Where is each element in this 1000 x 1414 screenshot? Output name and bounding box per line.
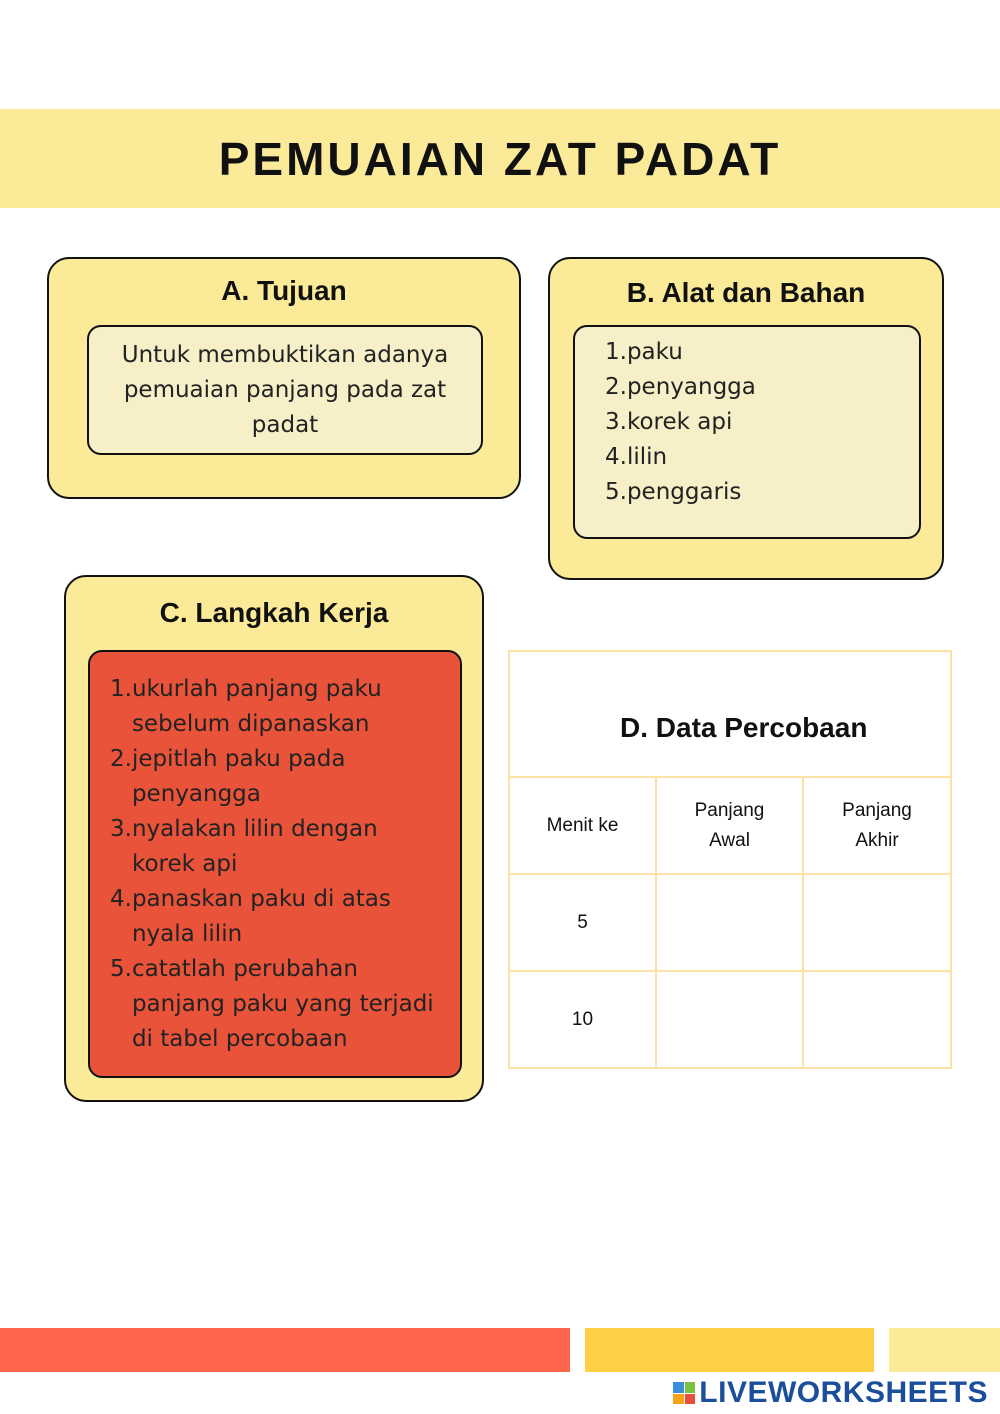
langkah-line: jepitlah paku pada — [131, 746, 346, 772]
langkah-line: panjang paku yang terjadi — [131, 991, 434, 1017]
cell-menit: 10 — [509, 971, 656, 1068]
header-line: Akhir — [855, 829, 899, 851]
langkah-item — [110, 812, 450, 882]
langkah-item — [110, 882, 450, 952]
langkah-item-text — [132, 952, 450, 1057]
langkah-line: sebelum dipanaskan — [131, 711, 370, 737]
langkah-card — [64, 575, 484, 1102]
footer-bar-red — [0, 1328, 570, 1372]
cell-panjang-akhir[interactable] — [803, 971, 951, 1068]
langkah-line: catatlah perubahan — [131, 956, 358, 982]
langkah-line: korek api — [131, 851, 238, 877]
alat-item — [605, 370, 919, 405]
alat-item — [605, 405, 919, 440]
langkah-item — [110, 742, 450, 812]
langkah-item-number: 4. — [110, 886, 132, 912]
table-header-row — [509, 777, 951, 874]
alat-item-number: 2. — [605, 374, 627, 400]
footer-bar-yellow — [889, 1328, 1000, 1372]
langkah-item — [110, 952, 450, 1057]
langkah-line: penyangga — [131, 781, 261, 807]
table-row — [509, 874, 951, 971]
alat-item-number: 3. — [605, 409, 627, 435]
alat-item — [605, 440, 919, 475]
tujuan-text — [89, 338, 481, 443]
alat-item — [605, 475, 919, 510]
alat-item-label: lilin — [626, 444, 668, 470]
langkah-item-text — [132, 742, 450, 812]
langkah-item-number: 2. — [110, 746, 132, 772]
langkah-item-number: 1. — [110, 676, 132, 702]
cell-panjang-awal[interactable] — [656, 874, 803, 971]
header-panjang-akhir — [803, 777, 951, 874]
langkah-line: nyala lilin — [131, 921, 243, 947]
header-line: Awal — [709, 829, 750, 851]
alat-item-number: 1. — [605, 339, 627, 365]
footer-bar-orange — [585, 1328, 874, 1372]
liveworksheets-brand — [673, 1376, 988, 1410]
tujuan-text-line: padat — [251, 412, 319, 438]
langkah-heading: C. Langkah Kerja — [159, 597, 389, 628]
header-menit: Menit ke — [509, 777, 656, 874]
alat-item-label: penggaris — [626, 479, 742, 505]
tujuan-heading: A. Tujuan — [221, 275, 347, 306]
langkah-item-text — [132, 672, 450, 742]
alat-list — [605, 335, 919, 510]
alat-item-number: 5. — [605, 479, 627, 505]
langkah-list — [110, 672, 450, 1057]
alat-item-number: 4. — [605, 444, 627, 470]
header-line: Panjang — [694, 799, 765, 821]
title-banner — [0, 109, 1000, 208]
tujuan-text-line: Untuk membuktikan adanya — [121, 342, 449, 368]
data-heading: D. Data Percobaan — [509, 651, 951, 777]
tujuan-box — [87, 325, 483, 455]
tujuan-text-line: pemuaian panjang pada zat — [123, 377, 447, 403]
header-panjang-awal — [656, 777, 803, 874]
alat-heading: B. Alat dan Bahan — [626, 277, 866, 308]
tujuan-card — [47, 257, 521, 499]
page-title: PEMUAIAN ZAT PADAT — [218, 132, 782, 185]
data-table — [508, 650, 952, 1069]
header-line: Panjang — [842, 799, 912, 821]
alat-item-label: paku — [626, 339, 683, 365]
langkah-item — [110, 672, 450, 742]
alat-item-label: penyangga — [626, 374, 756, 400]
langkah-item-number: 3. — [110, 816, 132, 842]
brand-text: LIVEWORKSHEETS — [699, 1376, 988, 1409]
langkah-line: di tabel percobaan — [131, 1026, 348, 1052]
alat-card — [548, 257, 944, 580]
alat-box — [573, 325, 921, 539]
cell-panjang-akhir[interactable] — [803, 874, 951, 971]
langkah-item-text — [132, 812, 450, 882]
table-row — [509, 971, 951, 1068]
langkah-line: ukurlah panjang paku — [131, 676, 382, 702]
langkah-item-text — [132, 882, 450, 952]
liveworksheets-logo-icon — [673, 1382, 695, 1404]
langkah-line: nyalakan lilin dengan — [131, 816, 378, 842]
langkah-box — [88, 650, 462, 1078]
langkah-item-number: 5. — [110, 956, 132, 982]
alat-item-label: korek api — [626, 409, 733, 435]
alat-item — [605, 335, 919, 370]
cell-menit: 5 — [509, 874, 656, 971]
cell-panjang-awal[interactable] — [656, 971, 803, 1068]
langkah-line: panaskan paku di atas — [131, 886, 391, 912]
